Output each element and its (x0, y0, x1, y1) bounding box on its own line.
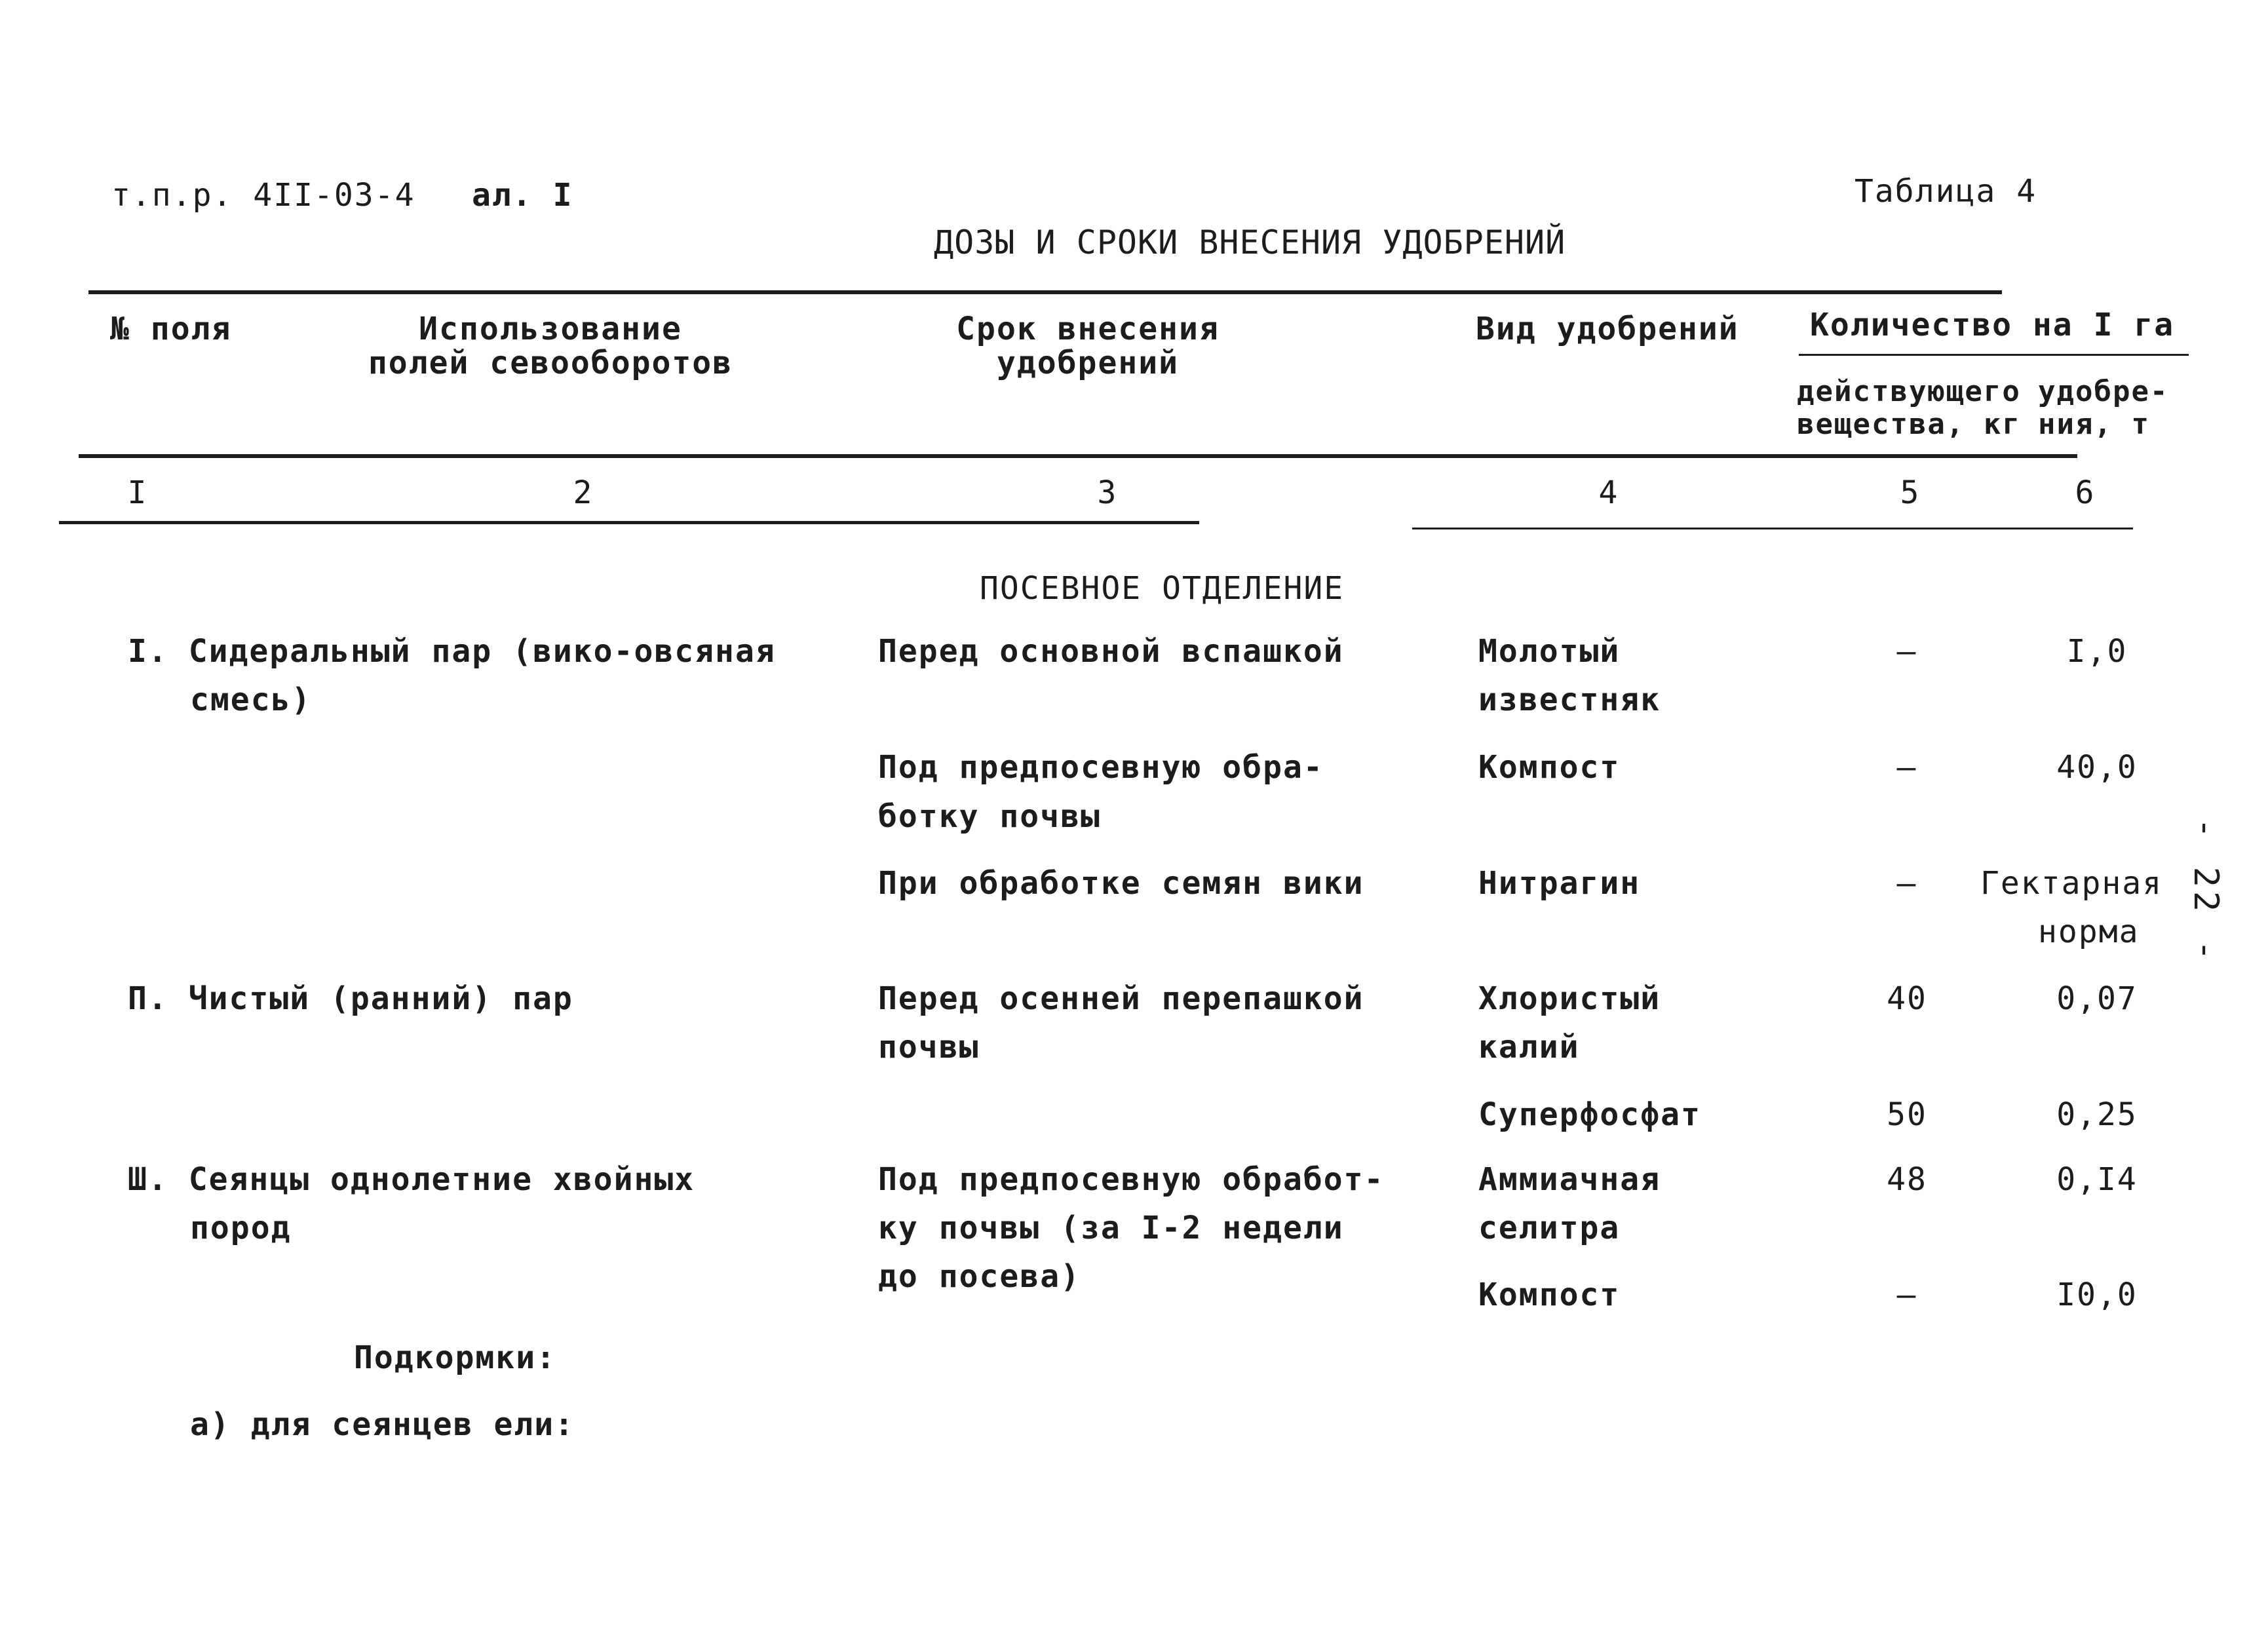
row1-field: I. Сидеральный пар (вико-овсяная (128, 633, 776, 670)
numbers-rule-right (1412, 528, 2133, 529)
col-number-2: 2 (573, 474, 594, 511)
row5-kg: 50 (1887, 1096, 1927, 1133)
row4-fertilizer-cont: калий (1478, 1029, 1580, 1066)
row7-fertilizer: Компост (1478, 1277, 1621, 1313)
row3-fertilizer: Нитрагин (1478, 865, 1641, 902)
col-header-fertilizer: Вид удобрений (1476, 311, 1739, 347)
row4-kg: 40 (1887, 980, 1927, 1017)
row1-fertilizer-cont: известняк (1478, 682, 1661, 718)
row6-field: Ш. Сеянцы однолетние хвойных (128, 1161, 695, 1198)
feeding-heading: Подкормки: (354, 1339, 556, 1376)
table-label: Таблица 4 (1855, 173, 2037, 210)
col-number-5: 5 (1900, 474, 1921, 511)
row2-t: 40,0 (2056, 749, 2138, 786)
table-top-rule (88, 290, 2002, 294)
document-code: т.п.р. 4II-03-4 (111, 177, 415, 214)
col-header-term-2: удобрений (996, 345, 1180, 381)
page-number: - 22 - (2186, 818, 2225, 965)
col-header-fertilizer-t-2: ния, т (2038, 408, 2150, 441)
row1-fertilizer: Молотый (1478, 633, 1621, 670)
row7-kg: – (1896, 1277, 1917, 1313)
row7-t: I0,0 (2056, 1277, 2138, 1313)
row1-kg: – (1896, 633, 1917, 670)
row1-field-cont: смесь) (190, 682, 312, 718)
row3-kg: – (1896, 865, 1917, 902)
album-number: ал. I (472, 177, 573, 214)
feeding-spruce: а) для сеянцев ели: (190, 1406, 575, 1443)
col-header-quantity: Количество на I га (1810, 307, 2175, 343)
section-header: ПОСЕВНОЕ ОТДЕЛЕНИЕ (980, 570, 1345, 607)
row6-kg: 48 (1887, 1161, 1927, 1198)
row3-term: При обработке семян вики (878, 865, 1364, 902)
col-header-term-1: Срок внесения (956, 311, 1220, 347)
col-number-4: 4 (1598, 474, 1619, 511)
row6-fertilizer-cont: селитра (1478, 1210, 1621, 1246)
col-header-substance-1: действующего (1797, 375, 2021, 408)
col-header-substance-2: вещества, кг (1797, 408, 2021, 441)
row4-term: Перед осенней перепашкой (878, 980, 1364, 1017)
row1-term: Перед основной вспашкой (878, 633, 1344, 670)
row2-term-cont: ботку почвы (878, 798, 1101, 835)
row3-t: Гектарная (1980, 865, 2163, 902)
col-header-usage-2: полей севооборотов (368, 345, 733, 381)
row4-field: П. Чистый (ранний) пар (128, 980, 573, 1017)
header-bottom-rule (79, 454, 2077, 458)
page-title: ДОЗЫ И СРОКИ ВНЕСЕНИЯ УДОБРЕНИЙ (934, 223, 1566, 261)
row2-fertilizer: Компост (1478, 749, 1621, 786)
row6-term-cont: ку почвы (за I-2 недели (878, 1210, 1344, 1246)
row1-t: I,0 (2066, 633, 2128, 670)
row5-fertilizer: Суперфосфат (1478, 1096, 1701, 1133)
row2-kg: – (1896, 749, 1917, 786)
row4-t: 0,07 (2056, 980, 2138, 1017)
row2-term: Под предпосевную обра- (878, 749, 1324, 786)
quantity-sub-rule (1799, 354, 2189, 356)
col-number-1: I (127, 474, 148, 511)
row3-t-cont: норма (2038, 913, 2140, 950)
col-number-3: 3 (1097, 474, 1118, 511)
col-header-fertilizer-t-1: удобре- (2038, 375, 2169, 408)
row6-t: 0,I4 (2056, 1161, 2138, 1198)
col-header-usage-1: Использование (419, 311, 682, 347)
row6-fertilizer: Аммиачная (1478, 1161, 1661, 1198)
col-header-field: № поля (110, 311, 232, 347)
row4-term-cont: почвы (878, 1029, 980, 1066)
row6-term: Под предпосевную обработ- (878, 1161, 1385, 1198)
row6-field-cont: пород (190, 1210, 292, 1246)
row4-fertilizer: Хлористый (1478, 980, 1661, 1017)
col-number-6: 6 (2075, 474, 2096, 511)
numbers-rule-left (59, 521, 1199, 524)
row6-term-cont-2: до посева) (878, 1258, 1081, 1295)
row5-t: 0,25 (2056, 1096, 2138, 1133)
